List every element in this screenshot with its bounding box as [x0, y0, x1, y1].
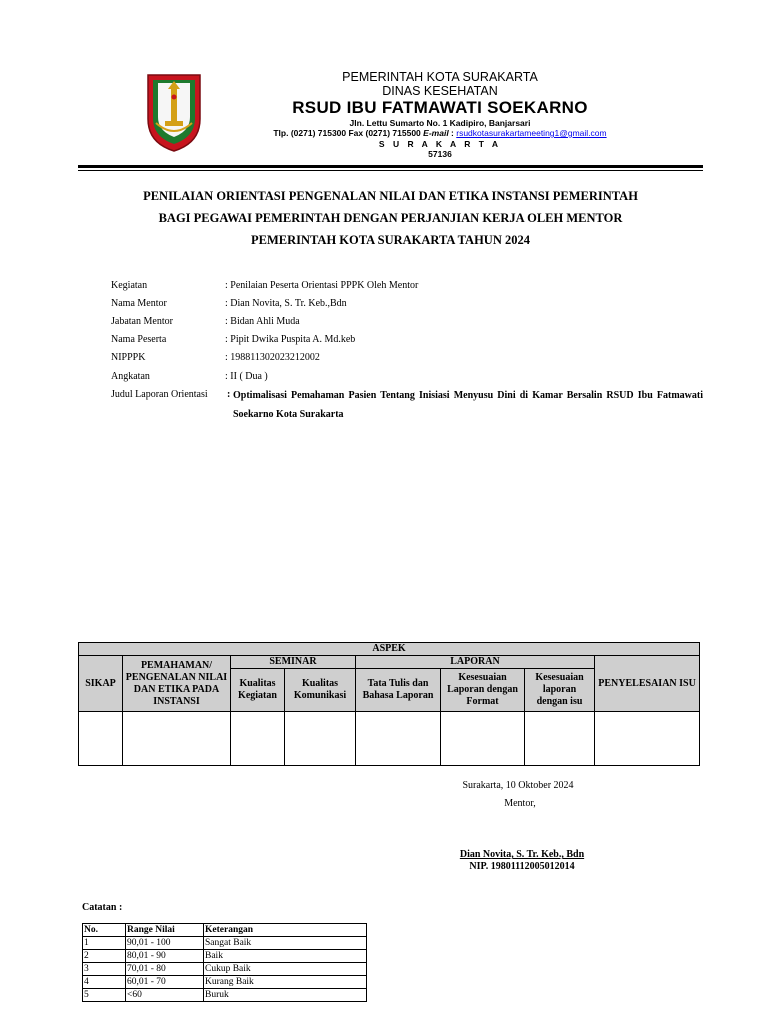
- label-jabatan-mentor: Jabatan Mentor: [111, 316, 173, 327]
- score-cell-penyelesaian-isu[interactable]: [595, 712, 700, 766]
- value-judul-laporan: Optimalisasi Pemahaman Pasien Tentang Inisiasi Menyusu Dini di Kamar Bersalin RSUD Ibu Fatmawati Soekarno Kota Surakarta: [233, 390, 703, 420]
- aspek-table: [78, 642, 700, 766]
- email-label: E-mail: [423, 128, 449, 138]
- email-link[interactable]: rsudkotasurakartameeting1@gmail.com: [456, 128, 607, 138]
- table-row: [83, 976, 367, 989]
- range-header-no: No.: [83, 924, 126, 937]
- header-aspek: ASPEK: [79, 643, 700, 656]
- label-kegiatan: Kegiatan: [111, 280, 148, 291]
- judul-colon: :: [227, 389, 231, 400]
- range-value: <60: [126, 989, 204, 1002]
- range-no: 2: [83, 950, 126, 963]
- letterhead-hospital-name: RSUD IBU FATMAWATI SOEKARNO: [292, 98, 588, 117]
- letterhead-phone: Tlp. (0271) 715300 Fax (0271) 715500: [273, 128, 421, 138]
- letterhead-divider: [78, 165, 703, 168]
- header-kualitas-komunikasi: Kualitas Komunikasi: [285, 669, 356, 712]
- range-no: 1: [83, 937, 126, 950]
- label-nama-peserta: Nama Peserta: [111, 334, 167, 345]
- header-tata-tulis: Tata Tulis dan Bahasa Laporan: [356, 669, 441, 712]
- value-nama-mentor: : Dian Novita, S. Tr. Keb.,Bdn: [225, 298, 347, 309]
- table-row: [83, 937, 367, 950]
- range-keterangan: Sangat Baik: [204, 937, 367, 950]
- header-pemahaman: PEMAHAMAN/ PENGENALAN NILAI DAN ETIKA PADA INSTANSI: [123, 656, 231, 712]
- letterhead-address: Jln. Lettu Sumarto No. 1 Kadipiro, Banjarsari: [349, 118, 531, 128]
- letterhead-government: PEMERINTAH KOTA SURAKARTA: [342, 70, 538, 84]
- document-title-line-3: PEMERINTAH KOTA SURAKARTA TAHUN 2024: [251, 233, 530, 247]
- letterhead-divider-thin: [78, 170, 703, 171]
- value-kegiatan: : Penilaian Peserta Orientasi PPPK Oleh Mentor: [225, 280, 419, 291]
- range-no: 3: [83, 963, 126, 976]
- value-nipppk: : 198811302023212002: [225, 352, 320, 363]
- header-kesesuaian-format: Kesesuaian Laporan dengan Format: [441, 669, 525, 712]
- score-cell-kesesuaian-format[interactable]: [441, 712, 525, 766]
- range-keterangan: Buruk: [204, 989, 367, 1002]
- label-nipppk: NIPPPK: [111, 352, 146, 363]
- range-value: 70,01 - 80: [126, 963, 204, 976]
- range-no: 4: [83, 976, 126, 989]
- header-seminar: SEMINAR: [231, 656, 356, 669]
- score-cell-kesesuaian-isu[interactable]: [525, 712, 595, 766]
- catatan-label: Catatan :: [82, 902, 123, 913]
- range-no: 5: [83, 989, 126, 1002]
- value-jabatan-mentor: : Bidan Ahli Muda: [225, 316, 300, 327]
- letterhead-department: DINAS KESEHATAN: [382, 84, 498, 98]
- score-cell-kualitas-komunikasi[interactable]: [285, 712, 356, 766]
- value-angkatan: : II ( Dua ): [225, 371, 268, 382]
- signature-place-date: Surakarta, 10 Oktober 2024: [462, 780, 574, 791]
- range-value: 80,01 - 90: [126, 950, 204, 963]
- range-keterangan: Cukup Baik: [204, 963, 367, 976]
- range-value: 90,01 - 100: [126, 937, 204, 950]
- label-angkatan: Angkatan: [111, 371, 150, 382]
- score-cell-tata-tulis[interactable]: [356, 712, 441, 766]
- range-keterangan: Kurang Baik: [204, 976, 367, 989]
- label-judul-laporan: Judul Laporan Orientasi: [111, 389, 208, 400]
- range-header-range: Range Nilai: [126, 924, 204, 937]
- signature-name: Dian Novita, S. Tr. Keb., Bdn: [459, 849, 585, 860]
- label-nama-mentor: Nama Mentor: [111, 298, 167, 309]
- document-title-line-1: PENILAIAN ORIENTASI PENGENALAN NILAI DAN ETIKA INSTANSI PEMERINTAH: [143, 189, 638, 203]
- header-kesesuaian-isu: Kesesuaian laporan dengan isu: [525, 669, 595, 712]
- city-coat-of-arms-icon: [146, 73, 202, 153]
- header-sikap: SIKAP: [79, 656, 123, 712]
- range-keterangan: Baik: [204, 950, 367, 963]
- range-value: 60,01 - 70: [126, 976, 204, 989]
- range-header-keterangan: Keterangan: [204, 924, 367, 937]
- value-nama-peserta: : Pipit Dwika Puspita A. Md.keb: [225, 334, 356, 345]
- letterhead-city: S U R A K A R T A: [378, 139, 502, 149]
- letterhead-zip: 57136: [428, 149, 452, 159]
- table-row: [83, 989, 367, 1002]
- signature-nip: NIP. 19801112005012014: [469, 861, 575, 872]
- table-row: [83, 950, 367, 963]
- letterhead-contact: Tlp. (0271) 715300 Fax (0271) 715500 E-mail : rsudkotasurakartameeting1@gmail.com: [273, 128, 607, 138]
- document-title-line-2: BAGI PEGAWAI PEMERINTAH DENGAN PERJANJIAN KERJA OLEH MENTOR: [158, 211, 623, 225]
- score-cell-sikap[interactable]: [79, 712, 123, 766]
- signature-role: Mentor,: [504, 798, 536, 809]
- header-kualitas-kegiatan: Kualitas Kegiatan: [231, 669, 285, 712]
- header-laporan: LAPORAN: [356, 656, 595, 669]
- table-row: [83, 963, 367, 976]
- score-cell-pemahaman[interactable]: [123, 712, 231, 766]
- range-nilai-table: [82, 923, 367, 1002]
- header-penyelesaian-isu: PENYELESAIAN ISU: [595, 656, 700, 712]
- score-cell-kualitas-kegiatan[interactable]: [231, 712, 285, 766]
